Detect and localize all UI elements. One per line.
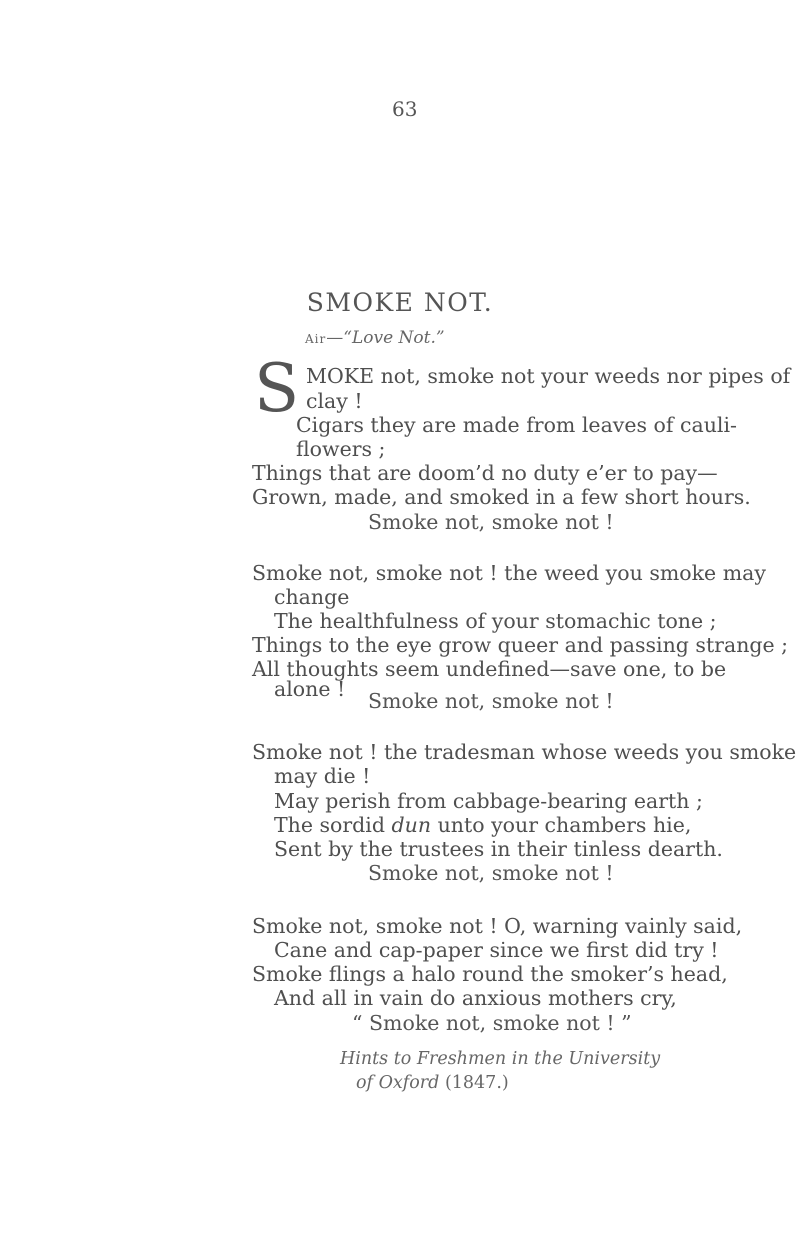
verse-line: MOKE not, smoke not your weeds nor pipes of (306, 364, 791, 388)
air-label: Air (305, 332, 327, 346)
verse-line: clay ! (306, 389, 363, 413)
attribution-year: (1847.) (444, 1073, 509, 1093)
verse-line: Cigars they are made from leaves of cauli- (296, 413, 737, 437)
page-number: 63 (392, 97, 418, 121)
verse-line: All thoughts seem undefined—save one, to be (252, 657, 727, 681)
italic-word: dun (391, 813, 432, 837)
attribution-line-1: Hints to Freshmen in the University (340, 1049, 661, 1069)
refrain-line: Smoke not, smoke not ! (368, 689, 614, 713)
verse-line: Smoke not, smoke not ! O, warning vainly said, (252, 914, 743, 938)
verse-line: May perish from cabbage-bearing earth ; (274, 789, 703, 813)
verse-line: flowers ; (296, 437, 386, 461)
attribution-place: of Oxford (356, 1073, 440, 1093)
poem-title: SMOKE NOT. (306, 288, 494, 317)
verse-line: Cane and cap-paper since we first did try ! (274, 938, 719, 962)
air-line (305, 328, 445, 348)
verse-line: Sent by the trustees in their tinless dearth. (274, 837, 723, 861)
refrain-line: “ Smoke not, smoke not ! ” (352, 1011, 632, 1035)
verse-line: And all in vain do anxious mothers cry, (274, 986, 677, 1010)
verse-line: Grown, made, and smoked in a few short hours. (252, 485, 751, 509)
drop-cap: S (254, 350, 300, 427)
verse-line: alone ! (274, 677, 346, 701)
verse-line: Things to the eye grow queer and passing strange ; (252, 633, 789, 657)
attribution-line-2 (356, 1073, 509, 1093)
verse-line (274, 813, 691, 837)
refrain-line: Smoke not, smoke not ! (368, 861, 614, 885)
verse-line: The healthfulness of your stomachic tone ; (274, 609, 717, 633)
verse-line: may die ! (274, 764, 371, 788)
verse-line: Things that are doom’d no duty e’er to pay— (252, 461, 718, 485)
air-dash: — (326, 328, 344, 348)
verse-text: unto your chambers hie, (437, 813, 692, 837)
refrain-line: Smoke not, smoke not ! (368, 510, 614, 534)
verse-line: Smoke not ! the tradesman whose weeds you smoke (252, 740, 797, 764)
verse-text: The sordid (274, 813, 385, 837)
verse-line: change (274, 585, 350, 609)
verse-line: Smoke flings a halo round the smoker’s head, (252, 962, 728, 986)
air-tune: “Love Not.” (343, 328, 445, 348)
verse-line: Smoke not, smoke not ! the weed you smoke may (252, 561, 766, 585)
